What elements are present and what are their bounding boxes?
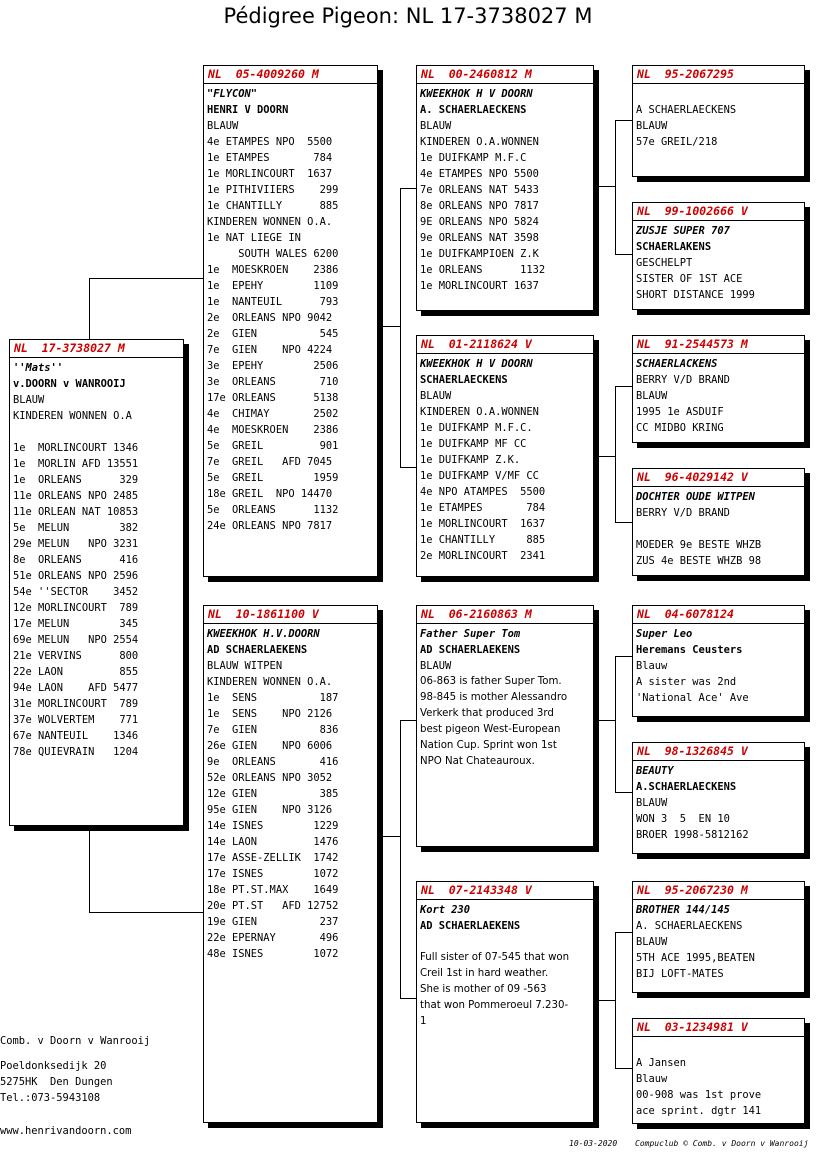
- pigeon-notes: Full sister of 07-545 that won Creil 1st in hard weather. She is mother of 09 -563 that won Pommeroeul 7.230-1: [420, 952, 570, 1027]
- pigeon-name: Father Super Tom: [420, 628, 521, 640]
- connector-line: [615, 792, 632, 793]
- ring-number: NL 04-6078124: [637, 607, 734, 621]
- detail-line: 17e ORLEANS 5138: [207, 392, 339, 404]
- detail-line: 1e SENS NPO 2126: [207, 708, 333, 720]
- pigeon-card-fmf: [632, 335, 805, 443]
- pigeon-details: [636, 1071, 804, 1119]
- connector-line: [89, 278, 90, 340]
- detail-line: MOEDER 9e BESTE WHZB: [636, 539, 762, 551]
- connector-line: [615, 120, 632, 121]
- pigeon-name: KWEEKHOK H V DOORN: [420, 358, 533, 370]
- ring-number: NL 03-1234981 V: [637, 1020, 748, 1034]
- pigeon-owner: SCHAERLAKENS: [636, 241, 712, 253]
- pigeon-name: ''Mats'': [13, 362, 64, 374]
- pigeon-details: [420, 388, 593, 564]
- connector-line: [615, 1068, 632, 1069]
- footer-phone: Tel.:073-5943108: [0, 1092, 101, 1104]
- detail-line: 17e MELUN 345: [13, 618, 139, 630]
- detail-line: WON 3 5 EN 10: [636, 813, 730, 825]
- ring-number: NL 17-3738027 M: [14, 341, 125, 355]
- connector-line: [400, 720, 401, 998]
- pigeon-name: "FLYCON": [207, 88, 258, 100]
- detail-line: 69e MELUN NPO 2554: [13, 634, 139, 646]
- connector-line: [615, 932, 632, 933]
- connector-line: [598, 720, 615, 721]
- connector-line: [382, 836, 400, 837]
- pigeon-owner: BERRY V/D BRAND: [636, 374, 730, 386]
- pigeon-details: [420, 658, 593, 674]
- detail-line: 1e MOESKROEN 2386: [207, 264, 339, 276]
- detail-line: KINDEREN O.A.WONNEN: [420, 136, 539, 148]
- detail-line: BROER 1998-5812162: [636, 829, 749, 841]
- detail-line: 1995 1e ASDUIF: [636, 406, 724, 418]
- detail-line: 19e GIEN 237: [207, 916, 339, 928]
- pigeon-name: SCHAERLACKENS: [636, 358, 718, 370]
- pigeon-name: KWEEKHOK H V DOORN: [420, 88, 533, 100]
- detail-line: 1e PITHIVIIERS 299: [207, 184, 339, 196]
- pigeon-owner: A SCHAERLAECKENS: [636, 104, 737, 116]
- detail-line: 4e CHIMAY 2502: [207, 408, 339, 420]
- detail-line: 18e PT.ST.MAX 1649: [207, 884, 339, 896]
- pigeon-owner: A. SCHAERLAECKENS: [636, 920, 743, 932]
- detail-line: 21e VERVINS 800: [13, 650, 139, 662]
- footer-address-line-1: Poeldonksedijk 20: [0, 1060, 107, 1072]
- detail-line: 4e NPO ATAMPES 5500: [420, 486, 546, 498]
- detail-line: SHORT DISTANCE 1999: [636, 289, 755, 301]
- detail-line: 1e DUIFKAMP MF CC: [420, 438, 527, 450]
- detail-line: 1e MORLINCOURT 1637: [207, 168, 333, 180]
- detail-line: Blauw: [636, 1073, 668, 1085]
- pigeon-name: [636, 86, 804, 102]
- detail-line: 4e MOESKROEN 2386: [207, 424, 339, 436]
- detail-line: BLAUW: [207, 120, 239, 132]
- connector-line: [400, 467, 416, 468]
- detail-line: 7e GREIL AFD 7045: [207, 456, 333, 468]
- footer-company: Comb. v Doorn v Wanrooij: [0, 1035, 151, 1047]
- ring-number: NL 95-2067295: [637, 67, 734, 81]
- detail-line: 48e ISNES 1072: [207, 948, 339, 960]
- detail-line: ZUS 4e BESTE WHZB 98: [636, 555, 762, 567]
- detail-line: KINDEREN WONNEN O.A.: [207, 676, 333, 688]
- connector-line: [598, 186, 615, 187]
- pigeon-card-father-father: [416, 65, 594, 311]
- detail-line: Blauw: [636, 660, 668, 672]
- detail-line: BLAUW WITPEN: [207, 660, 283, 672]
- detail-line: [636, 521, 804, 537]
- footer-credit: Compuclub © Comb. v Doorn v Wanrooij: [635, 1139, 809, 1148]
- detail-line: BLAUW: [636, 936, 668, 948]
- pigeon-card-mmm: [632, 1018, 805, 1124]
- detail-line: 17e ASSE-ZELLIK 1742: [207, 852, 339, 864]
- connector-line: [615, 386, 616, 522]
- detail-line: 1e MORLIN AFD 13551: [13, 458, 139, 470]
- ring-number: NL 95-2067230 M: [637, 883, 748, 897]
- pigeon-notes: 06-863 is father Super Tom. 98-845 is mother Alessandro Verkerk that produced 3rd best pigeon West-European Nation Cup. Sprint won 1st NPO Nat Chateauroux.: [420, 676, 568, 767]
- connector-line: [400, 188, 416, 189]
- connector-line: [615, 386, 632, 387]
- detail-line: [420, 934, 593, 950]
- ring-number: NL 07-2143348 V: [421, 883, 532, 897]
- pigeon-owner: SCHAERLAECKENS: [420, 374, 508, 386]
- ring-number: NL 96-4029142 V: [637, 470, 748, 484]
- footer-website[interactable]: www.henrivandoorn.com: [0, 1125, 132, 1137]
- pigeon-card-fff: [632, 65, 805, 177]
- detail-line: 2e MORLINCOURT 2341: [420, 550, 546, 562]
- detail-line: BLAUW: [636, 120, 668, 132]
- pigeon-name: BEAUTY: [636, 765, 674, 777]
- detail-line: 20e PT.ST AFD 12752: [207, 900, 339, 912]
- pigeon-name: DOCHTER OUDE WITPEN: [636, 491, 755, 503]
- detail-line: 4e ETAMPES NPO 5500: [207, 136, 333, 148]
- detail-line: 29e MELUN NPO 3231: [13, 538, 139, 550]
- detail-line: 37e WOLVERTEM 771: [13, 714, 139, 726]
- pigeon-owner: AD SCHAERLAEKENS: [420, 644, 521, 656]
- connector-line: [598, 456, 615, 457]
- detail-line: BLAUW: [420, 660, 452, 672]
- pigeon-name: BROTHER 144/145: [636, 904, 730, 916]
- pigeon-name: Super Leo: [636, 628, 693, 640]
- detail-line: 1e NAT LIEGE IN: [207, 232, 301, 244]
- pigeon-details: [636, 658, 804, 706]
- pigeon-card-father-mother: [416, 335, 594, 577]
- pigeon-card-father: [203, 65, 378, 577]
- detail-line: 1e MORLINCOURT 1637: [420, 518, 546, 530]
- pigeon-owner: Heremans Ceusters: [636, 644, 743, 656]
- pigeon-card-mother-father: [416, 605, 594, 847]
- pigeon-card-mfm: [632, 742, 805, 854]
- pigeon-owner: A.SCHAERLAECKENS: [636, 781, 737, 793]
- connector-line: [615, 932, 616, 1068]
- pigeon-card-fmm: [632, 468, 805, 576]
- connector-line: [615, 656, 632, 657]
- pigeon-card-ffm: [632, 202, 805, 310]
- detail-line: 7e GIEN 836: [207, 724, 339, 736]
- detail-line: SOUTH WALES 6200: [207, 248, 339, 260]
- pigeon-details: [13, 392, 183, 760]
- detail-line: 7e GIEN NPO 4224: [207, 344, 333, 356]
- ring-number: NL 01-2118624 V: [421, 337, 532, 351]
- detail-line: 1e ETAMPES 784: [207, 152, 333, 164]
- detail-line: 1e CHANTILLY 885: [420, 534, 546, 546]
- pigeon-owner: AD SCHAERLAEKENS: [420, 920, 521, 932]
- detail-line: BLAUW: [13, 394, 45, 406]
- detail-line: 00-908 was 1st prove: [636, 1089, 762, 1101]
- detail-line: 22e EPERNAY 496: [207, 932, 339, 944]
- pigeon-name: KWEEKHOK H.V.DOORN: [207, 628, 320, 640]
- detail-line: [13, 424, 183, 440]
- detail-line: 54e ''SECTOR 3452: [13, 586, 139, 598]
- detail-line: 1e CHANTILLY 885: [207, 200, 339, 212]
- detail-line: 'National Ace' Ave: [636, 692, 749, 704]
- ring-number: NL 06-2160863 M: [421, 607, 532, 621]
- detail-line: 1e DUIFKAMP V/MF CC: [420, 470, 539, 482]
- connector-line: [400, 720, 416, 721]
- detail-line: 31e MORLINCOURT 789: [13, 698, 139, 710]
- detail-line: 14e LAON 1476: [207, 836, 339, 848]
- pigeon-details: [636, 388, 804, 436]
- page-title: Pédigree Pigeon: NL 17-3738027 M: [223, 4, 593, 28]
- detail-line: 22e LAON 855: [13, 666, 139, 678]
- detail-line: 57e GREIL/218: [636, 136, 718, 148]
- detail-line: 18e GREIL NPO 14470: [207, 488, 333, 500]
- detail-line: 5e GREIL 901: [207, 440, 339, 452]
- footer-date: 10-03-2020: [569, 1139, 618, 1148]
- pigeon-owner: HENRI V DOORN: [207, 104, 289, 116]
- detail-line: 52e ORLEANS NPO 3052: [207, 772, 333, 784]
- pigeon-owner: A Jansen: [636, 1057, 687, 1069]
- pigeon-details: [636, 118, 804, 150]
- ring-number: NL 05-4009260 M: [208, 67, 319, 81]
- detail-line: BLAUW: [636, 390, 668, 402]
- connector-line: [615, 656, 616, 792]
- detail-line: 12e MORLINCOURT 789: [13, 602, 139, 614]
- pigeon-owner: AD SCHAERLAEKENS: [207, 644, 308, 656]
- detail-line: 3e ORLEANS 710: [207, 376, 339, 388]
- pigeon-details: [207, 658, 377, 962]
- pigeon-card-mmf: [632, 881, 805, 993]
- detail-line: 1e ETAMPES 784: [420, 502, 546, 514]
- ring-number: NL 10-1861100 V: [208, 607, 319, 621]
- detail-line: 9E ORLEANS NPO 5824: [420, 216, 539, 228]
- detail-line: 1e ORLEANS 1132: [420, 264, 546, 276]
- pigeon-card-mff: [632, 605, 805, 717]
- detail-line: 1e DUIFKAMPIOEN Z.K: [420, 248, 539, 260]
- detail-line: 5e GREIL 1959: [207, 472, 339, 484]
- detail-line: 95e GIEN NPO 3126: [207, 804, 333, 816]
- detail-line: GESCHELPT: [636, 257, 693, 269]
- detail-line: BLAUW: [636, 797, 668, 809]
- pigeon-details: [636, 934, 804, 982]
- ring-number: NL 99-1002666 V: [637, 204, 748, 218]
- connector-line: [598, 1000, 615, 1001]
- detail-line: 4e ETAMPES NPO 5500: [420, 168, 539, 180]
- detail-line: 9e ORLEANS NAT 3598: [420, 232, 539, 244]
- detail-line: 1e DUIFKAMP M.F.C.: [420, 422, 533, 434]
- detail-line: BLAUW: [420, 390, 452, 402]
- detail-line: 94e LAON AFD 5477: [13, 682, 139, 694]
- ring-number: NL 91-2544573 M: [637, 337, 748, 351]
- connector-line: [400, 998, 416, 999]
- detail-line: 12e GIEN 385: [207, 788, 339, 800]
- connector-line: [615, 120, 616, 254]
- detail-line: 9e ORLEANS 416: [207, 756, 339, 768]
- pigeon-details: [420, 118, 593, 294]
- detail-line: ace sprint. dgtr 141: [636, 1105, 762, 1117]
- detail-line: 11e ORLEAN NAT 10853: [13, 506, 139, 518]
- pigeon-card-subject: [9, 339, 184, 826]
- detail-line: 1e EPEHY 1109: [207, 280, 339, 292]
- detail-line: 67e NANTEUIL 1346: [13, 730, 139, 742]
- pigeon-owner: BERRY V/D BRAND: [636, 507, 730, 519]
- detail-line: 14e ISNES 1229: [207, 820, 339, 832]
- detail-line: CC MIDBO KRING: [636, 422, 724, 434]
- detail-line: 1e MORLINCOURT 1637: [420, 280, 539, 292]
- detail-line: 26e GIEN NPO 6006: [207, 740, 333, 752]
- detail-line: 24e ORLEANS NPO 7817: [207, 520, 333, 532]
- pigeon-details: [636, 255, 804, 303]
- pigeon-details: [636, 795, 804, 843]
- connector-line: [382, 326, 400, 327]
- detail-line: 3e EPEHY 2506: [207, 360, 339, 372]
- pigeon-card-mother-mother: [416, 881, 594, 1123]
- detail-line: 5TH ACE 1995,BEATEN: [636, 952, 755, 964]
- detail-line: 2e GIEN 545: [207, 328, 339, 340]
- connector-line: [89, 278, 203, 279]
- detail-line: 1e ORLEANS 329: [13, 474, 139, 486]
- detail-line: 1e MORLINCOURT 1346: [13, 442, 139, 454]
- pigeon-card-mother: [203, 605, 378, 1123]
- pigeon-name: Kort 230: [420, 904, 471, 916]
- detail-line: 1e NANTEUIL 793: [207, 296, 339, 308]
- detail-line: SISTER OF 1ST ACE: [636, 273, 743, 285]
- ring-number: NL 00-2460812 M: [421, 67, 532, 81]
- pigeon-details: [420, 934, 593, 950]
- detail-line: 78e QUIEVRAIN 1204: [13, 746, 139, 758]
- connector-line: [615, 522, 632, 523]
- detail-line: 1e DUIFKAMP Z.K.: [420, 454, 521, 466]
- detail-line: 17e ISNES 1072: [207, 868, 339, 880]
- detail-line: KINDEREN WONNEN O.A.: [207, 216, 333, 228]
- detail-line: BLAUW: [420, 120, 452, 132]
- detail-line: 5e ORLEANS 1132: [207, 504, 339, 516]
- detail-line: 5e MELUN 382: [13, 522, 139, 534]
- footer-address-line-2: 5275HK Den Dungen: [0, 1076, 113, 1088]
- detail-line: KINDEREN O.A.WONNEN: [420, 406, 539, 418]
- pigeon-owner: v.DOORN v WANROOIJ: [13, 378, 126, 390]
- detail-line: 8e ORLEANS NPO 7817: [420, 200, 539, 212]
- detail-line: 1e SENS 187: [207, 692, 339, 704]
- detail-line: BIJ LOFT-MATES: [636, 968, 724, 980]
- detail-line: 2e ORLEANS NPO 9042: [207, 312, 333, 324]
- ring-number: NL 98-1326845 V: [637, 744, 748, 758]
- pigeon-details: [207, 118, 377, 534]
- detail-line: 8e ORLEANS 416: [13, 554, 139, 566]
- detail-line: 7e ORLEANS NAT 5433: [420, 184, 539, 196]
- connector-line: [89, 912, 203, 913]
- pigeon-owner: A. SCHAERLAECKENS: [420, 104, 527, 116]
- pigeon-name: [636, 1039, 804, 1055]
- connector-line: [400, 188, 401, 467]
- detail-line: 1e DUIFKAMP M.F.C: [420, 152, 527, 164]
- pigeon-details: [636, 521, 804, 569]
- detail-line: 51e ORLEANS NPO 2596: [13, 570, 139, 582]
- pigeon-name: ZUSJE SUPER 707: [636, 225, 730, 237]
- connector-line: [615, 254, 632, 255]
- detail-line: KINDEREN WONNEN O.A: [13, 410, 132, 422]
- connector-line: [89, 826, 90, 912]
- detail-line: 11e ORLEANS NPO 2485: [13, 490, 139, 502]
- detail-line: A sister was 2nd: [636, 676, 737, 688]
